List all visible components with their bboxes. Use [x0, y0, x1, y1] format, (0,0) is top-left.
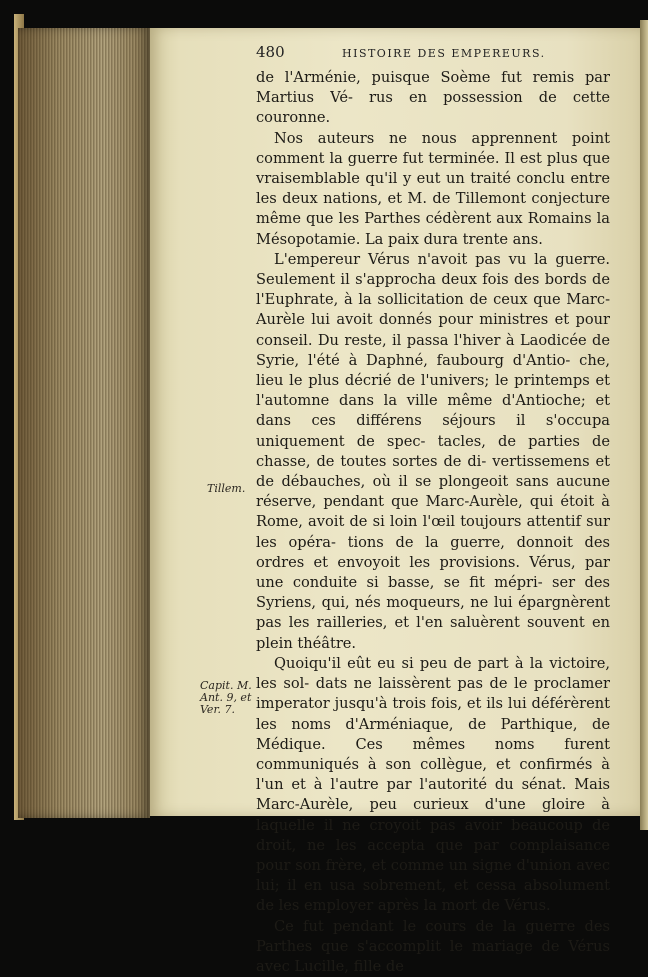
page-edges	[18, 28, 150, 818]
text-line: de Parthique, de Médique. Ces mêmes noms furent	[256, 715, 610, 753]
text-line: il s'approcha deux fois des bords de l'Euphrate, à la	[256, 271, 610, 309]
text-line: tions de la guerre, donnoit des ordres et envoyoit les	[256, 533, 610, 571]
page-number: 480	[256, 43, 285, 61]
text-line: de l'Arménie, puisque Soème fut remis par Martius Vé-	[256, 69, 610, 107]
text-line: beaucoup de droit, ne les accepta que par complaisance	[256, 816, 610, 854]
margin-note-line: Ver. 7.	[200, 703, 235, 716]
text-line: trois fois, et ils lui déférèrent les noms d'Arméniaque,	[256, 695, 610, 733]
running-header	[256, 43, 616, 64]
text-line: à Laodicée de Syrie, l'été à Daphné, faubourg d'Antio-	[256, 331, 611, 369]
margin-note-line: Ant. 9, et	[200, 691, 252, 704]
text-line: communiqués à son collègue, et confirmés à l'un et à	[256, 755, 610, 794]
text-line: che, lieu le plus décrié de l'univers; le printemps et	[256, 351, 611, 390]
text-line: après la mort de Vérus.	[377, 897, 551, 915]
text-line: Tillemont conjecture même que les Parthes cédèrent aux	[256, 190, 611, 228]
text-line: sollicitation de ceux que Marc-Aurèle lui avoit donnés	[256, 291, 611, 329]
text-line: ser des Syriens, qui, nés moqueurs, ne lui épargnèrent pas	[256, 574, 611, 632]
text-line: en usa sobrement, et cessa absolument de les employer	[256, 877, 611, 915]
text-line: pour son frère, et comme un signe d'union avec lui; il	[256, 856, 610, 895]
text-line: Romains la Mésopotamie. La paix dura trente ans.	[256, 210, 610, 248]
text-line: tacles, de parties de chasse, de toutes sortes de di-	[256, 432, 610, 470]
text-line: Rome, avoit de si loin l'œil toujours attentif sur les opéra-	[256, 513, 610, 551]
text-line: guerre fut terminée. Il est plus que vraisemblable qu'il	[256, 149, 610, 188]
text-line: Ce fut pendant le cours de la guerre des Parthes que	[256, 917, 610, 955]
paragraph	[256, 250, 610, 654]
paragraph	[256, 129, 610, 250]
text-line: dats ne laissèrent pas de le proclamer imperator jusqu'à	[256, 675, 610, 713]
margin-note-capit	[200, 680, 252, 716]
text-line: rus en possession de cette couronne.	[256, 89, 610, 127]
paragraph	[256, 68, 610, 129]
text-line: Quoiqu'il eût eu si peu de part à la victoire, les sol-	[256, 654, 610, 693]
book-cover-right	[640, 20, 648, 830]
text-line: vertissemens et de débauches, où il se plongeoit sans	[256, 452, 611, 491]
text-line: Nos auteurs ne nous apprennent point comment la	[256, 129, 610, 167]
text-line: curieux d'une gloire à laquelle il ne croyoit pas avoir	[256, 796, 611, 834]
running-title: HISTOIRE DES EMPEREURS.	[342, 47, 546, 60]
paragraph	[256, 917, 610, 977]
paragraph	[256, 654, 610, 917]
text-line: l'automne dans la ville même d'Antioche; et dans	[256, 392, 610, 430]
margin-note-line: Capit. M.	[200, 679, 252, 692]
text-line: aucune réserve, pendant que Marc-Aurèle, qui étoit à	[256, 473, 610, 511]
text-line: y eut un traité conclu entre les deux nations, et M. de	[256, 170, 611, 208]
text-line: ces différens séjours il s'occupa uniquement de spec-	[256, 412, 610, 450]
margin-note-tillem: Tillem.	[207, 482, 246, 495]
text-line: l'autre par l'autorité du sénat. Mais Marc-Aurèle, peu	[256, 776, 610, 814]
body-text	[256, 68, 610, 977]
text-line: pour ministres et pour conseil. Du reste, il passa l'hiver	[256, 311, 611, 349]
text-line: les railleries, et l'en saluèrent souvent en plein théâtre.	[256, 614, 610, 652]
text-line: provisions. Vérus, par une conduite si basse, se fit mépri-	[256, 553, 611, 592]
text-line: L'empereur Vérus n'avoit pas vu la guerre. Seulement	[256, 250, 610, 289]
text-line: s'accomplit le mariage de Vérus avec Lucille, fille de	[256, 937, 611, 975]
